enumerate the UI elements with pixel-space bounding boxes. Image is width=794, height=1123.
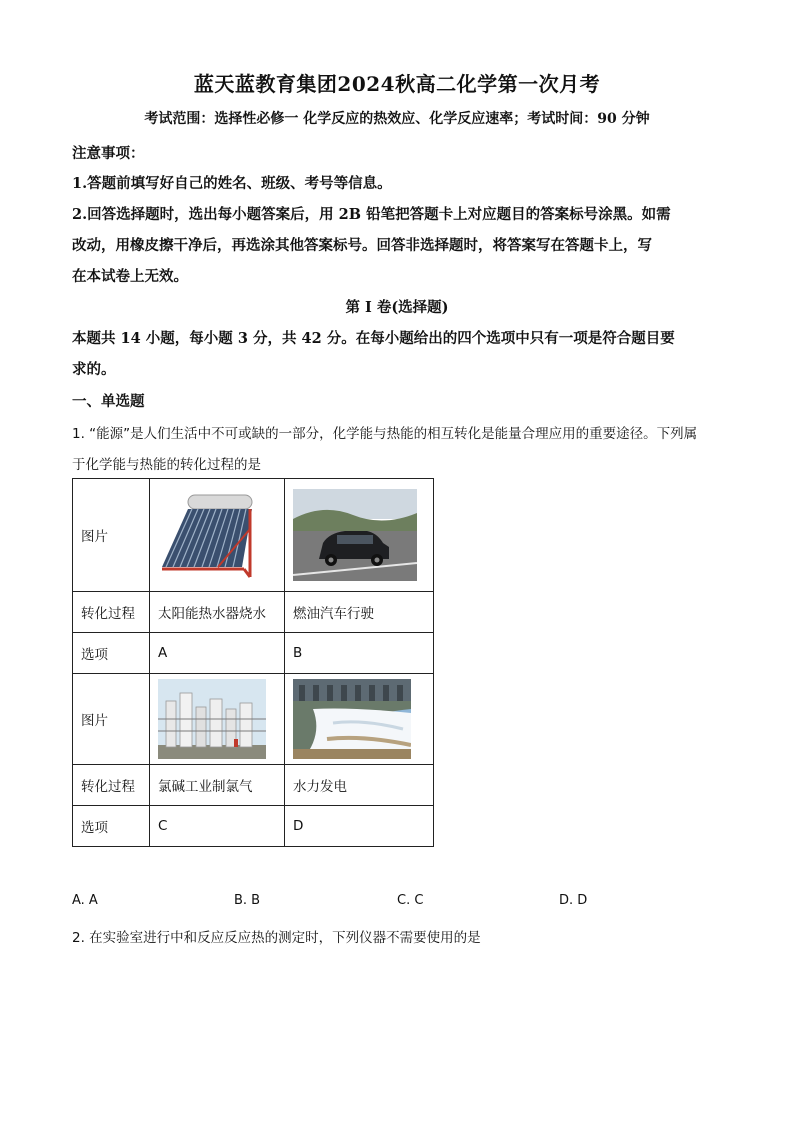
section-desc-line-2: 求的。 bbox=[72, 361, 116, 378]
table-row bbox=[73, 765, 434, 806]
option-c-process: 氯碱工业制氯气 bbox=[150, 765, 285, 806]
q1-options-table bbox=[72, 478, 434, 847]
row-label-process: 转化过程 bbox=[73, 592, 150, 633]
section-title: 第 I 卷(选择题) bbox=[345, 299, 449, 316]
notes-item-2-line-2: 改动，用橡皮擦干净后，再选涂其他答案标号。回答非选择题时，将答案写在答题卡上，写 bbox=[72, 237, 652, 254]
part-heading: 一、单选题 bbox=[72, 393, 145, 410]
row-label-image: 图片 bbox=[73, 479, 150, 592]
notes-item-2-line-1: 2.回答选择题时，选出每小题答案后，用 2B 铅笔把答题卡上对应题目的答案标号涂黑。如需 bbox=[72, 206, 671, 223]
notes-item-1: 1.答题前填写好自己的姓名、班级、考号等信息。 bbox=[72, 175, 392, 192]
q1-stem-line-2: 于化学能与热能的转化过程的是 bbox=[72, 457, 261, 473]
row-label-option: 选项 bbox=[73, 633, 150, 674]
exam-title: 蓝天蓝教育集团2024秋高二化学第一次月考 bbox=[193, 72, 601, 96]
option-a-letter: A bbox=[150, 633, 285, 674]
q1-choice-b[interactable]: B. B bbox=[234, 893, 261, 908]
solar-water-heater-image bbox=[158, 489, 258, 581]
q1-choice-a[interactable]: A. A bbox=[72, 893, 98, 908]
exam-scope: 考试范围：选择性必修一 化学反应的热效应、化学反应速率；考试时间：90 分钟 bbox=[144, 111, 650, 127]
table-row bbox=[73, 806, 434, 847]
option-d-letter: D bbox=[285, 806, 434, 847]
row-label-option: 选项 bbox=[73, 806, 150, 847]
table-row bbox=[73, 674, 434, 765]
table-row bbox=[73, 633, 434, 674]
q1-stem-line-1: 1. “能源”是人们生活中不可或缺的一部分，化学能与热能的相互转化是能量合理应用的重要途径。下列属 bbox=[72, 426, 698, 442]
option-d-image bbox=[285, 674, 434, 765]
q1-choice-c[interactable]: C. C bbox=[397, 893, 424, 908]
option-c-letter: C bbox=[150, 806, 285, 847]
row-label-process: 转化过程 bbox=[73, 765, 150, 806]
option-a-process: 太阳能热水器烧水 bbox=[150, 592, 285, 633]
q1-choice-d[interactable]: D. D bbox=[559, 893, 588, 908]
option-c-image bbox=[150, 674, 285, 765]
notes-item-2-line-3: 在本试卷上无效。 bbox=[72, 268, 188, 285]
table-row bbox=[73, 479, 434, 592]
option-b-letter: B bbox=[285, 633, 434, 674]
hydropower-dam-image bbox=[293, 679, 411, 759]
option-b-process: 燃油汽车行驶 bbox=[285, 592, 434, 633]
q2-stem-line-1: 2. 在实验室进行中和反应反应热的测定时，下列仪器不需要使用的是 bbox=[72, 930, 481, 946]
section-desc-line-1: 本题共 14 小题，每小题 3 分，共 42 分。在每小题给出的四个选项中只有一项是符合题目要 bbox=[72, 330, 675, 347]
chlor-alkali-plant-image bbox=[158, 679, 266, 759]
table-row bbox=[73, 592, 434, 633]
notes-heading: 注意事项： bbox=[72, 145, 145, 162]
option-a-image bbox=[150, 479, 285, 592]
fuel-car-image bbox=[293, 489, 417, 581]
option-b-image bbox=[285, 479, 434, 592]
row-label-image: 图片 bbox=[73, 674, 150, 765]
option-d-process: 水力发电 bbox=[285, 765, 434, 806]
